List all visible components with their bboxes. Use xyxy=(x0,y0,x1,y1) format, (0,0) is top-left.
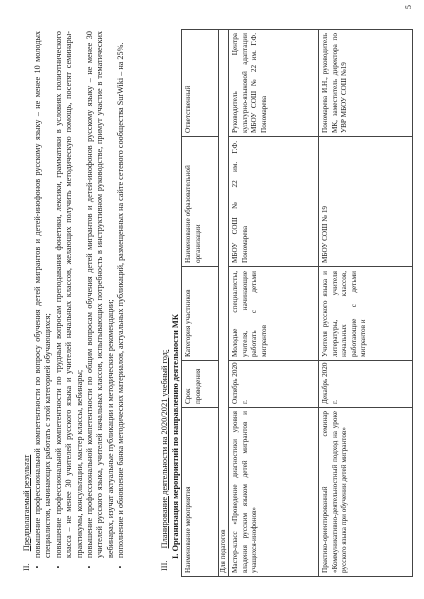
result-bullets xyxy=(33,31,127,571)
header-participants: Категория участников xyxy=(184,289,192,357)
header-responsible: Ответственный xyxy=(184,85,192,133)
result-bullet-text: пополнение и обновление банка методических материалов, актуальных публикаций, размещенных на сайте сетевого сообщества SurWiki – на 25%. xyxy=(116,42,126,558)
group-label: Для педагогов xyxy=(219,529,227,573)
row2-participants: Учителя русского языка и литературы, учителя начальных классов, работающие с детьми мигрантов и xyxy=(321,271,368,357)
section-3-subtitle: I. Организация мероприятий по направлению деятельности МК xyxy=(171,314,180,559)
result-bullet xyxy=(33,31,54,571)
section-2-heading xyxy=(22,191,32,571)
result-bullet xyxy=(54,31,85,571)
result-bullet-text: повышение профессиональной компетентности по общим вопросам обучения детей мигрантов и детей-инофонов русскому языку – не менее 30 учителей русского языка, учителей начальных классов, испытывающих потребность в инструктивном руководстве, примут участие в тематических вебинарах, изучат актуальные публикации и методические рекомендации; xyxy=(85,31,115,558)
section-3-title: Планирование деятельности на 2020/2021 учебный год: xyxy=(160,349,169,549)
row1-event: Мастер-класс «Проведение диагностики уровня владения русским языком детей мигрантов и учащихся-инофонов» xyxy=(231,411,259,573)
section-3-numeral: III. xyxy=(160,560,169,571)
header-event: Наименование мероприятия xyxy=(184,486,192,573)
result-bullet xyxy=(116,31,126,571)
row2-event: Практико-ориентированный семинар «Коммуникативно-деятельностный подход на уроке русского языка при обучении детей мигрантов» xyxy=(321,411,349,573)
row1-responsible: Руководитель Центра культурно-языковой адаптации МБОУ СОШ № 22 им. Г.Ф. Пономарева xyxy=(231,33,268,133)
events-table xyxy=(181,29,413,577)
page-number: 5 xyxy=(404,5,413,10)
bullet-icon: • xyxy=(85,565,95,569)
bullet-icon: • xyxy=(116,565,126,569)
result-bullet xyxy=(85,31,116,571)
section-2-numeral: II. xyxy=(22,563,31,571)
bullet-icon: • xyxy=(33,565,42,569)
row1-participants: Молодые специалисты, учителя, начинающие работать с детьми мигрантов xyxy=(231,271,268,357)
result-bullet-text: повышение профессиональной компетентности по вопросу обучения детей мигрантов и детей-инофонов русскому языку – не менее 10 молодых специалистов, начинающих работать с этой категорией обучающихся; xyxy=(33,31,53,558)
row2-date: Декабрь 2020 г. xyxy=(321,362,339,404)
header-date: Срок проведения xyxy=(184,368,202,404)
section-3-heading xyxy=(160,91,170,571)
section-2-title: Предполагаемый результат xyxy=(22,454,31,552)
row1-organization: МБОУ СОШ № 22 им. Г.Ф. Пономарева xyxy=(231,141,249,263)
bullet-icon: • xyxy=(53,565,63,569)
header-organization: Наименование образовательной организации xyxy=(184,165,202,263)
result-bullet-text: повышение профессиональной компетентности по трудным вопросам преподавания фонетики, лексики, грамматики в условиях полиэтнического класса – не менее 30 учителей русского языка и учителей начальных классов, желающих получить методическую помощь, посетят семинары-практикумы, консультации, мастер классы, вебинары; xyxy=(53,31,84,558)
row1-date: Октябрь 2020 г. xyxy=(231,362,249,404)
row2-organization: МБОУ СОШ № 19 xyxy=(321,205,329,263)
row2-responsible: Пономарева И.Н., руководитель МК, заместитель директора по УВР МБОУ СОШ №19 xyxy=(321,33,349,133)
